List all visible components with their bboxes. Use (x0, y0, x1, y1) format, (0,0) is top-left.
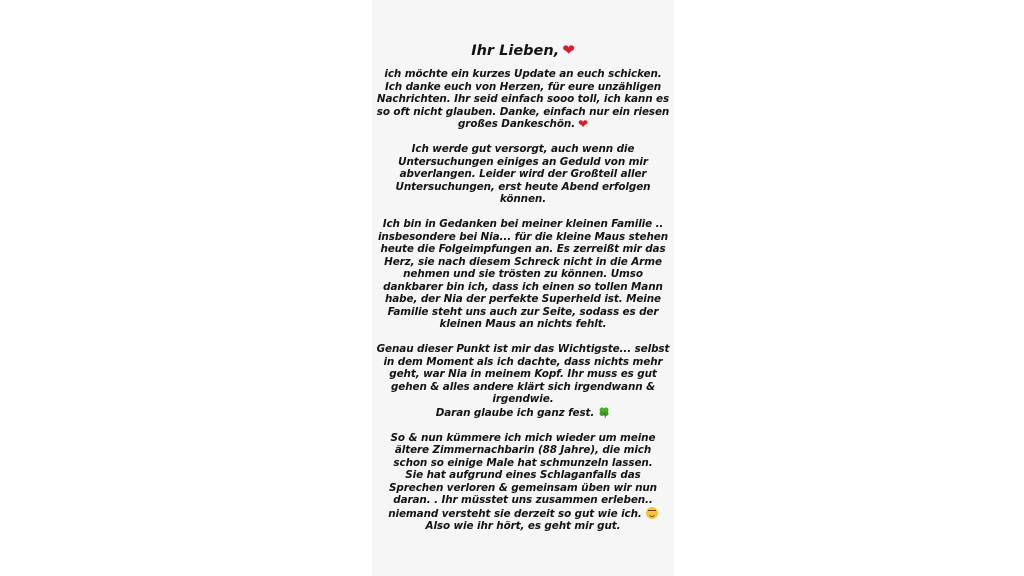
text-line: abverlangen. Leider wird der Großteil aller (399, 168, 647, 180)
text-line: Daran glaube ich ganz fest. (435, 406, 595, 419)
text-line: daran. . Ihr müsstet uns zusammen erleben.. (393, 494, 653, 506)
text-line: kleinen Maus an nichts fehlt. (439, 318, 607, 330)
story-paragraph-2 (372, 143, 674, 206)
text-line: großes Dankeschön. (457, 118, 576, 130)
red-heart-icon: ❤ (578, 117, 589, 131)
four-leaf-clover-icon (598, 406, 610, 418)
text-line: insbesondere bei Nia... für die kleine Maus stehen (377, 230, 669, 243)
story-title (372, 42, 674, 61)
text-line: so oft nicht glauben. Danke, einfach nur ein riesen (376, 105, 670, 118)
story-title-text: Ihr Lieben, (471, 43, 560, 59)
text-line: nehmen und sie trösten zu können. Umso (403, 268, 643, 280)
text-line: So & nun kümmere ich mich wieder um meine (390, 431, 656, 444)
text-line: Genau dieser Punkt ist mir das Wichtigste... selbst (376, 343, 670, 355)
story-paragraph-3 (372, 218, 674, 331)
text-line: schon so einige Male hat schmunzeln lassen. (393, 456, 653, 469)
red-heart-icon: ❤ (562, 41, 575, 59)
text-line: Herz, sie nach diesem Schreck nicht in die Arme (384, 255, 662, 268)
story-paragraph-5 (372, 432, 674, 533)
text-line-with-icon (372, 118, 674, 131)
text-line: Untersuchungen, erst heute Abend erfolgen (395, 180, 651, 193)
text-line: Nachrichten. Ihr seid einfach sooo toll, ich kann es (376, 93, 670, 105)
text-line: Ich bin in Gedanken bei meiner kleinen Familie .. (382, 218, 664, 230)
text-line: habe, der Nia der perfekte Superheld ist. Meine (384, 293, 662, 305)
smiling-face-icon (646, 507, 658, 519)
text-line: niemand versteht sie derzeit so gut wie ich. (388, 507, 642, 520)
text-line: Also wie ihr hört, es geht mir gut. (425, 520, 621, 532)
text-line: Untersuchungen einiges an Geduld von mir (398, 155, 648, 168)
text-line: in dem Moment als ich dachte, dass nichts mehr (383, 355, 663, 368)
text-line: heute die Folgeimpfungen an. Es zerreißt mir das (380, 243, 666, 255)
text-line: irgendwie. (492, 393, 554, 405)
text-line: Sie hat aufgrund eines Schlaganfalls das (405, 469, 641, 481)
text-line: dankbarer bin ich, dass ich einen so tollen Mann (383, 280, 663, 293)
text-line: Ich danke euch von Herzen, für eure unzähligen (384, 80, 662, 93)
text-line: Ich werde gut versorgt, auch wenn die (411, 143, 635, 155)
text-line: Familie steht uns auch zur Seite, sodass es der (387, 305, 659, 318)
text-line: ältere Zimmernachbarin (88 Jahre), die mich (394, 444, 652, 456)
text-line: ich möchte ein kurzes Update an euch schicken. (384, 68, 662, 80)
text-line-with-icon (372, 507, 674, 521)
story-paragraph-4 (372, 343, 674, 419)
text-line-with-icon (372, 406, 674, 420)
text-line: geht, war Nia in meinem Kopf. Ihr muss es gut (389, 368, 657, 380)
text-line: können. (499, 193, 547, 205)
text-line: Sprechen verloren & gemeinsam üben wir nun (389, 481, 657, 494)
story-text-card (372, 0, 674, 576)
story-paragraph-1 (372, 68, 674, 131)
text-line: gehen & alles andere klärt sich irgendwann & (390, 380, 656, 393)
